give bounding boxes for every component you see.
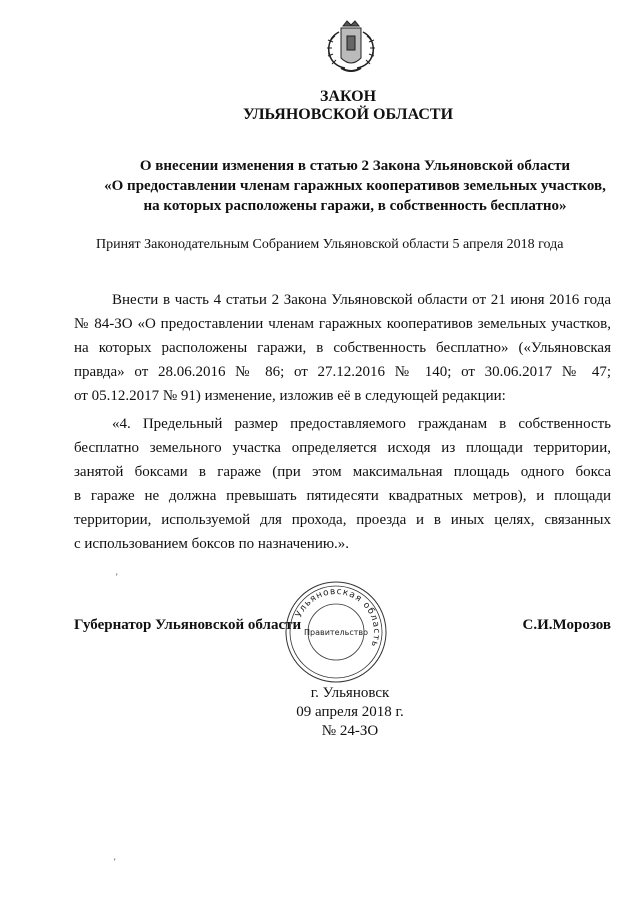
ulyanovsk-coat-of-arms-icon — [311, 18, 391, 80]
footer-date: 09 апреля 2018 г. — [296, 704, 404, 720]
scan-mark: ' — [114, 857, 116, 867]
subject-line: на которых расположены гаражи, в собственность бесплатно» — [143, 198, 567, 214]
text-line: в гараже не должна превышать пятидесяти квадратных метров), и площади — [74, 488, 611, 504]
body-paragraph — [74, 288, 611, 408]
text-line: № 84-ЗО «О предоставлении членам гаражных кооперативов земельных участков, — [74, 316, 611, 332]
text-line: на которых расположены гаражи, в собственность бесплатно» («Ульяновская — [74, 340, 611, 356]
text-line: с использованием боксов по назначению.». — [74, 536, 350, 552]
footer-city: г. Ульяновск — [310, 685, 390, 701]
law-subject-heading — [60, 156, 640, 216]
signatory-name: С.И.Морозов — [522, 617, 611, 633]
law-region-title: УЛЬЯНОВСКОЙ ОБЛАСТИ — [242, 106, 454, 123]
text-line: правда» от 28.06.2016 № 86; от 27.12.2016 № 140; от 30.06.2017 № 47; — [74, 364, 611, 380]
subject-line: О внесении изменения в статью 2 Закона Ульяновской области — [139, 158, 571, 174]
signatory-position: Губернатор Ульяновской области — [74, 617, 302, 633]
text-line: занятой боксами в гараже (при этом максимальная площадь одного бокса — [74, 464, 611, 480]
subject-line: «О предоставлении членам гаражных кооперативов земельных участков, — [104, 178, 606, 194]
text-line: Внести в часть 4 статьи 2 Закона Ульяновской области от 21 июня 2016 года — [112, 292, 611, 308]
text-line: территории, используемой для прохода, проезда и в иных целях, связанных — [74, 512, 611, 528]
official-stamp-icon — [282, 578, 390, 686]
amendment-paragraph — [74, 412, 611, 556]
text-line: бесплатно земельного участка определяется исходя из площади территории, — [74, 440, 611, 456]
text-line: от 05.12.2017 № 91) изменение, изложив её в следующей редакции: — [74, 388, 506, 404]
stamp-ring-text: Ульяновская область — [294, 586, 382, 649]
stamp-center-text: Правительство — [304, 628, 368, 637]
text-line: «4. Предельный размер предоставляемого гражданам в собственность — [112, 416, 611, 432]
scan-mark: ' — [116, 572, 118, 582]
footer-law-number: № 24-ЗО — [321, 723, 379, 739]
law-title: ЗАКОН — [319, 88, 377, 105]
adoption-note: Принят Законодательным Собранием Ульяновской области 5 апреля 2018 года — [96, 237, 564, 252]
